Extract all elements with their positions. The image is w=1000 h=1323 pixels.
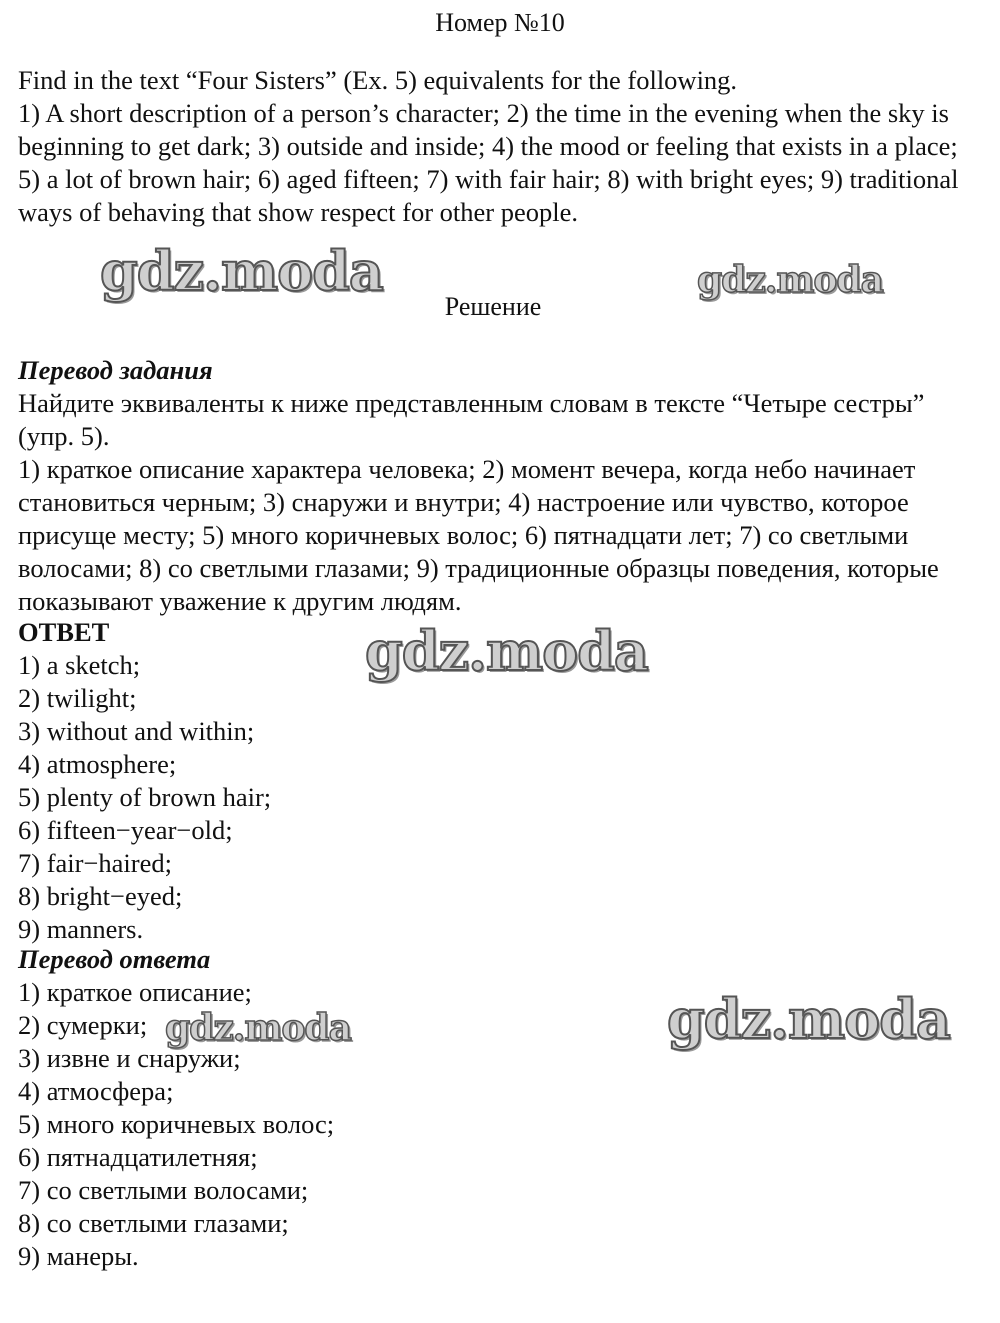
answer-heading: ОТВЕТ [18,617,110,647]
answer-translation-item: 8) со светлыми глазами; [18,1208,289,1238]
page-title: Номер №10 [435,8,565,37]
task-intro: Find in the text “Four Sisters” (Ex. 5) equivalents for the following. [18,65,738,95]
task-translation-section [18,354,978,618]
answer-item: 6) fifteen−year−old; [18,815,233,845]
watermark: gdz.moda [697,259,883,301]
answer-item: 1) a sketch; [18,650,141,680]
answer-item: 8) bright−eyed; [18,881,183,911]
answer-translation-item: 1) краткое описание; [18,977,252,1007]
watermark: gdz.moda [100,239,383,303]
watermark: gdz.moda [365,619,648,683]
answer-item: 5) plenty of brown hair; [18,782,272,812]
answer-item: 3) without and within; [18,716,255,746]
answer-translation-item: 5) много коричневых волос; [18,1109,335,1139]
solution-label: Решение [444,292,542,321]
answer-item: 9) manners. [18,914,144,944]
task-translation-items: 1) краткое описание характера человека; 2) момент вечера, когда небо начинает становиться черным; 3) снаружи и внутри; 4) настроение или чувство, которое присуще месту; 5) много коричневых волос; 6) пятнадцати лет; 7) со светлыми волосами; 8) со светлыми глазами; 9) традиционные образцы поведения, которые показывают уважение к другим людям. [18,454,939,616]
watermark: gdz.moda [667,987,950,1051]
answer-item: 2) twilight; [18,683,137,713]
answer-item: 7) fair−haired; [18,848,172,878]
answer-translation-item: 9) манеры. [18,1241,139,1271]
answer-list [18,649,978,946]
task-text [18,64,973,229]
answer-translation-item: 2) сумерки; [18,1010,148,1040]
task-translation-intro: Найдите эквиваленты к ниже представленным словам в тексте “Четыре сестры” (упр. 5). [18,388,925,451]
watermark: gdz.moda [165,1007,351,1049]
answer-translation-item: 3) извне и снаружи; [18,1043,241,1073]
answer-translation-item: 7) со светлыми волосами; [18,1175,309,1205]
answer-item: 4) atmosphere; [18,749,177,779]
answer-translation-heading: Перевод ответа [18,944,211,974]
answer-translation-item: 4) атмосфера; [18,1076,174,1106]
task-translation-heading: Перевод задания [18,355,213,385]
answer-translation-item: 6) пятнадцатилетняя; [18,1142,258,1172]
task-items: 1) A short description of a person’s character; 2) the time in the evening when the sky is beginning to get dark; 3) outside and inside; 4) the mood or feeling that exists in a place; 5) a lot of brown hair; 6) aged fifteen; 7) with fair hair; 8) with bright eyes; 9) traditional ways of behaving that show respect for other people. [18,98,959,227]
